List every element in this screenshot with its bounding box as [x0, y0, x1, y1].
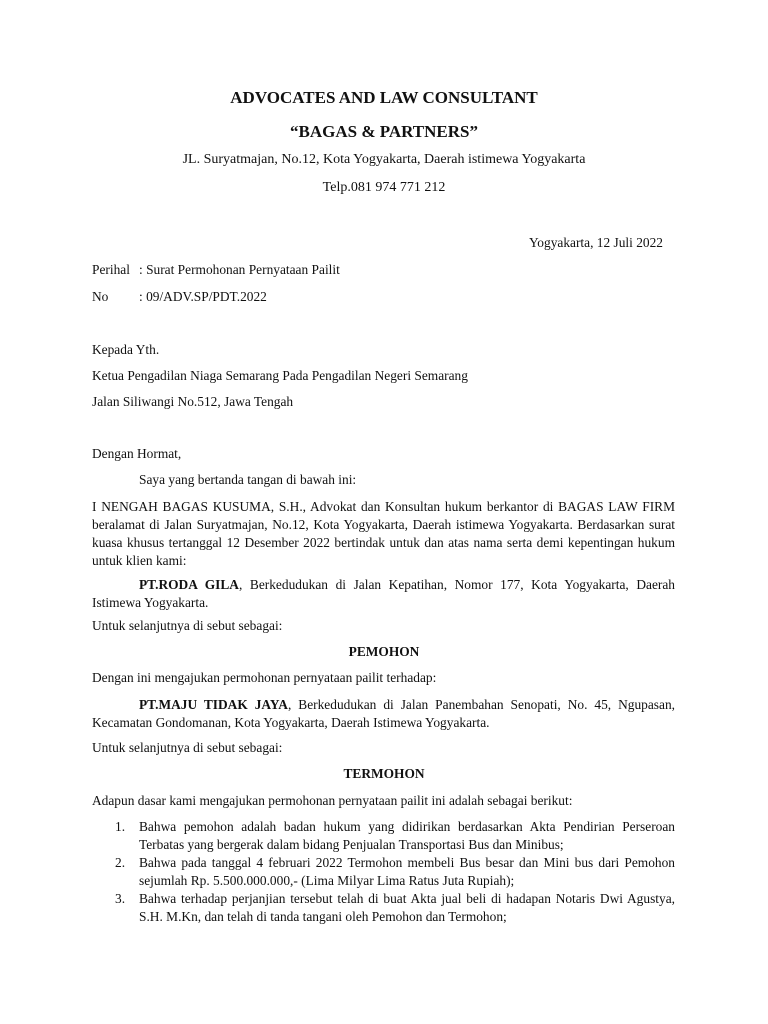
- petition-intro: Dengan ini mengajukan permohonan pernyataan pailit terhadap:: [92, 670, 437, 685]
- list-item: [92, 854, 675, 890]
- list-item: [92, 818, 675, 854]
- basis-intro: Adapun dasar kami mengajukan permohonan pernyataan pailit ini adalah sebagai berikut:: [92, 793, 573, 808]
- role-pemohon: PEMOHON: [348, 644, 420, 659]
- list-item-number: 3.: [115, 891, 126, 906]
- recipient-salutation: Kepada Yth.: [92, 342, 160, 357]
- recipient-name: Ketua Pengadilan Niaga Semarang Pada Pengadilan Negeri Semarang: [92, 368, 468, 383]
- client-description: , Berkedudukan di Jalan Kepatihan, Nomor 177, Kota Yogyakarta, Daerah Istimewa Yogyakarta.: [92, 577, 675, 610]
- client-name: PT.RODA GILA: [139, 577, 239, 592]
- recipient-address: Jalan Siliwangi No.512, Jawa Tengah: [92, 394, 294, 409]
- role-termohon: TERMOHON: [343, 766, 425, 781]
- list-item-number: 2.: [115, 855, 126, 870]
- advocate-paragraph: I NENGAH BAGAS KUSUMA, S.H., Advokat dan Konsultan hukum berkantor di BAGAS LAW FIRM beralamat di Jalan Suryatmajan, No.12, Kota Yogyakarta, Daerah istimewa Yogyakarta. Berdasarkan surat kuasa khusus tertanggal 12 Desember 2022 bertindak untuk dan atas nama serta demi kepentingan hukum untuk klien kami:: [92, 499, 675, 568]
- respondent-description: , Berkedudukan di Jalan Panembahan Senopati, No. 45, Ngupasan, Kecamatan Gondomanan, Kota Yogyakarta, Daerah Istimewa Yogyakarta.: [92, 697, 675, 730]
- referred-as-text-2: Untuk selanjutnya di sebut sebagai:: [92, 740, 283, 755]
- list-item-text: Bahwa pemohon adalah badan hukum yang didirikan berdasarkan Akta Pendirian Perseroan Terbatas yang bergerak dalam bidang Penjualan Transportasi Bus dan Minibus;: [139, 819, 675, 852]
- number-value: : 09/ADV.SP/PDT.2022: [139, 289, 267, 304]
- letterhead-firm-name: “BAGAS & PARTNERS”: [290, 122, 478, 141]
- letterhead-firm-type: ADVOCATES AND LAW CONSULTANT: [230, 88, 538, 107]
- list-item-text: Bahwa pada tanggal 4 februari 2022 Termohon membeli Bus besar dan Mini bus dari Pemohon sejumlah Rp. 5.500.000.000,- (Lima Milyar Lima Ratus Juta Rupiah);: [139, 855, 675, 888]
- basis-list: [92, 818, 675, 926]
- respondent-paragraph: [92, 696, 675, 732]
- letterhead-phone: Telp.081 974 771 212: [322, 180, 446, 195]
- letterhead-address: JL. Suryatmajan, No.12, Kota Yogyakarta, Daerah istimewa Yogyakarta: [182, 152, 586, 167]
- perihal-label: Perihal: [92, 262, 130, 277]
- intro-text: Saya yang bertanda tangan di bawah ini:: [139, 472, 357, 487]
- place-date: Yogyakarta, 12 Juli 2022: [528, 235, 663, 250]
- respondent-name: PT.MAJU TIDAK JAYA: [139, 697, 288, 712]
- referred-as-text: Untuk selanjutnya di sebut sebagai:: [92, 618, 283, 633]
- greeting: Dengan Hormat,: [92, 446, 182, 461]
- perihal-value: : Surat Permohonan Pernyataan Pailit: [139, 262, 340, 277]
- list-item-text: Bahwa terhadap perjanjian tersebut telah di buat Akta jual beli di hadapan Notaris Dwi Agustya, S.H. M.Kn, dan telah di tanda tangani oleh Pemohon dan Termohon;: [139, 891, 675, 924]
- number-label: No: [92, 289, 109, 304]
- list-item-number: 1.: [115, 819, 126, 834]
- client-paragraph: [92, 576, 675, 612]
- list-item: [92, 890, 675, 926]
